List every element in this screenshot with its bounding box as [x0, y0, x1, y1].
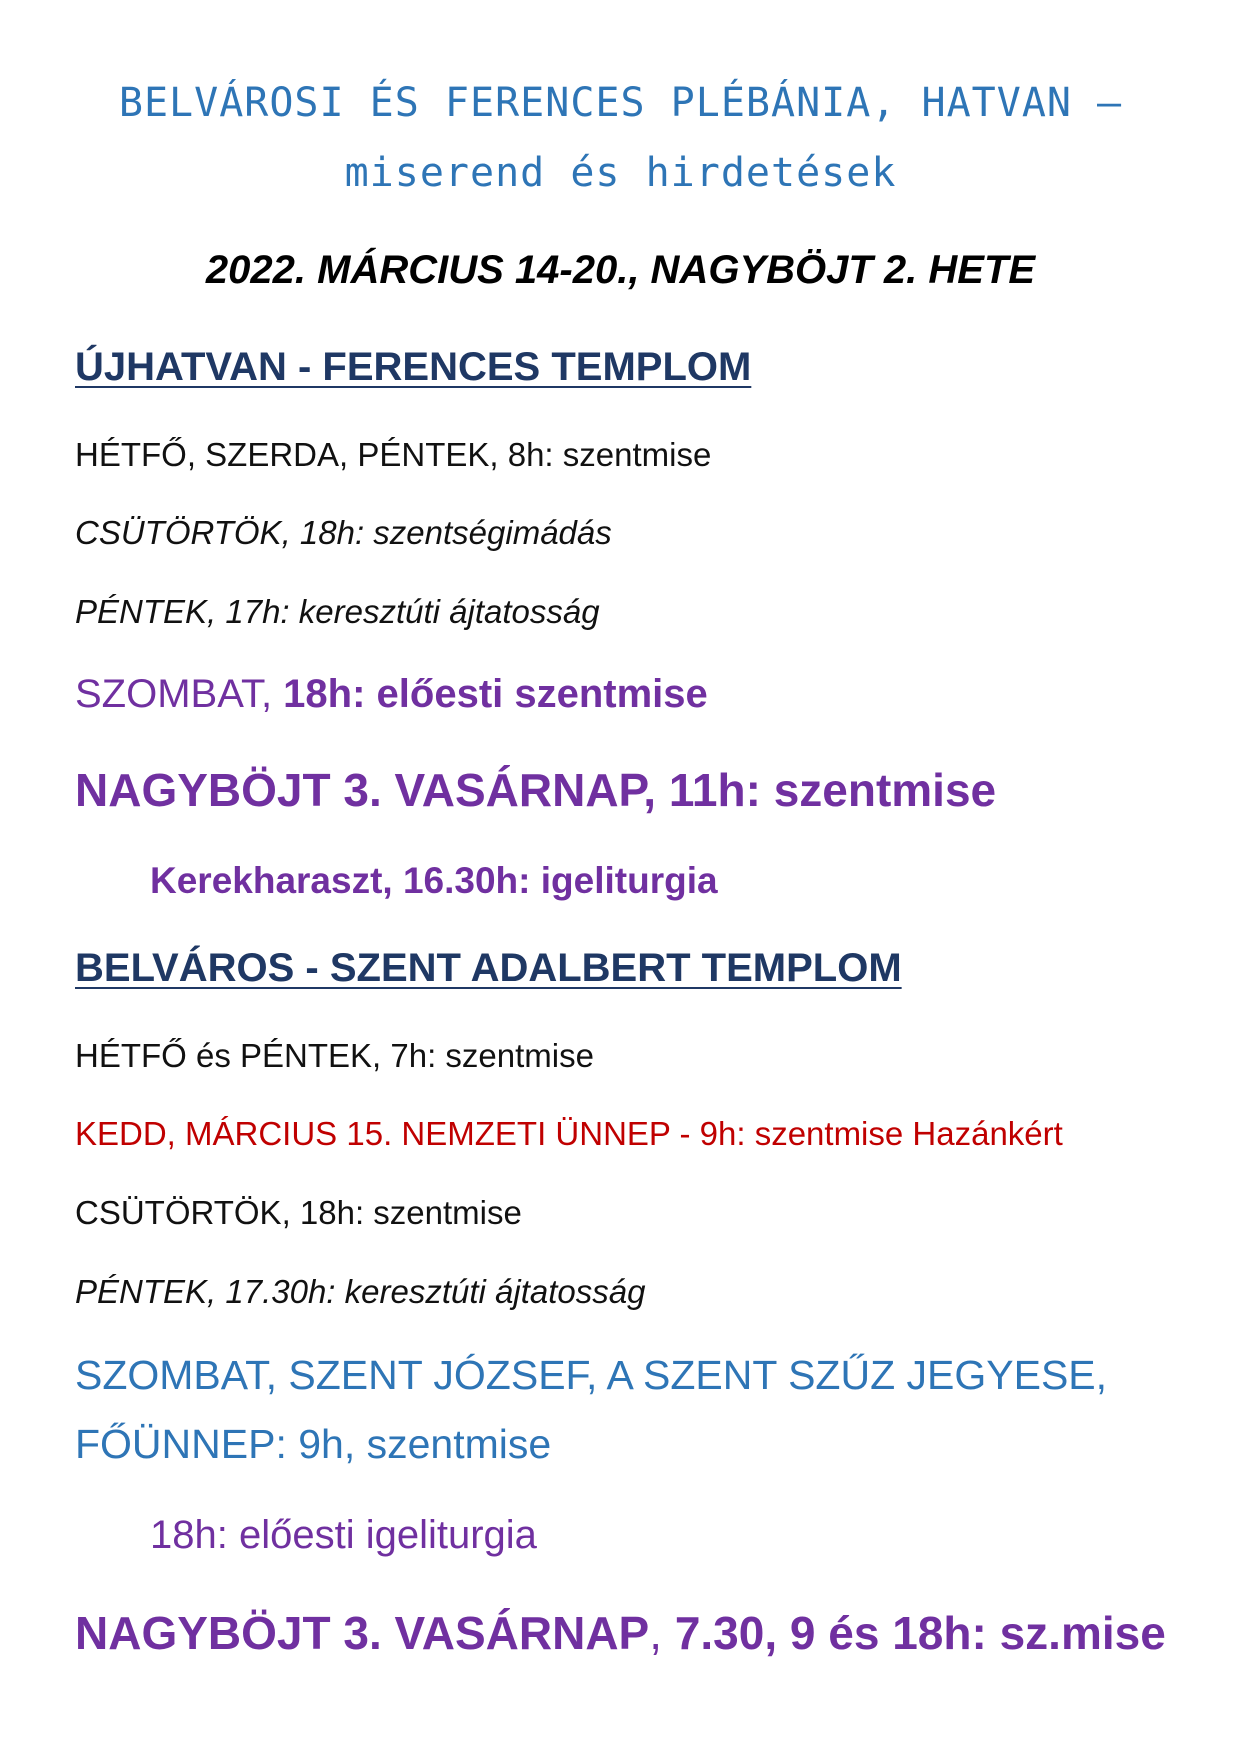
schedule-line-holiday: KEDD, MÁRCIUS 15. NEMZETI ÜNNEP - 9h: szentmise Hazánkért [75, 1115, 1063, 1152]
sunday-separator: , [649, 1607, 675, 1659]
saturday-detail: 18h: előesti szentmise [283, 672, 708, 716]
schedule-line-vigil: 18h: előesti igeliturgia [150, 1513, 537, 1557]
schedule-line-sunday [75, 1606, 1166, 1660]
schedule-line: HÉTFŐ és PÉNTEK, 7h: szentmise [75, 1037, 594, 1074]
page-title: BELVÁROSI ÉS FERENCES PLÉBÁNIA, HATVAN – [118, 80, 1123, 126]
schedule-line: CSÜTÖRTÖK, 18h: szentségimádás [75, 514, 612, 551]
schedule-line-kerekharaszt: Kerekharaszt, 16.30h: igeliturgia [150, 860, 718, 901]
page-subtitle: miserend és hirdetések [344, 150, 897, 196]
schedule-line-feast-1: SZOMBAT, SZENT JÓZSEF, A SZENT SZŰZ JEGYESE, [75, 1352, 1108, 1398]
sunday-label: NAGYBÖJT 3. VASÁRNAP [75, 1607, 650, 1659]
schedule-line: CSÜTÖRTÖK, 18h: szentmise [75, 1194, 522, 1231]
schedule-line: PÉNTEK, 17.30h: keresztúti ájtatosság [75, 1273, 646, 1310]
sunday-times: 7.30, 9 és 18h: sz.mise [674, 1607, 1166, 1659]
date-line: 2022. MÁRCIUS 14-20., NAGYBÖJT 2. HETE [205, 248, 1036, 292]
section-heading-belvaros: BELVÁROS - SZENT ADALBERT TEMPLOM [75, 946, 902, 990]
section-heading-ujhatvan: ÚJHATVAN - FERENCES TEMPLOM [75, 345, 752, 389]
schedule-line-sunday: NAGYBÖJT 3. VASÁRNAP, 11h: szentmise [75, 764, 997, 816]
schedule-line-feast-2: FŐÜNNEP: 9h, szentmise [75, 1421, 552, 1467]
schedule-line-saturday [75, 672, 708, 717]
schedule-line: HÉTFŐ, SZERDA, PÉNTEK, 8h: szentmise [75, 436, 712, 473]
schedule-line: PÉNTEK, 17h: keresztúti ájtatosság [75, 593, 600, 630]
saturday-label: SZOMBAT, [75, 672, 284, 716]
